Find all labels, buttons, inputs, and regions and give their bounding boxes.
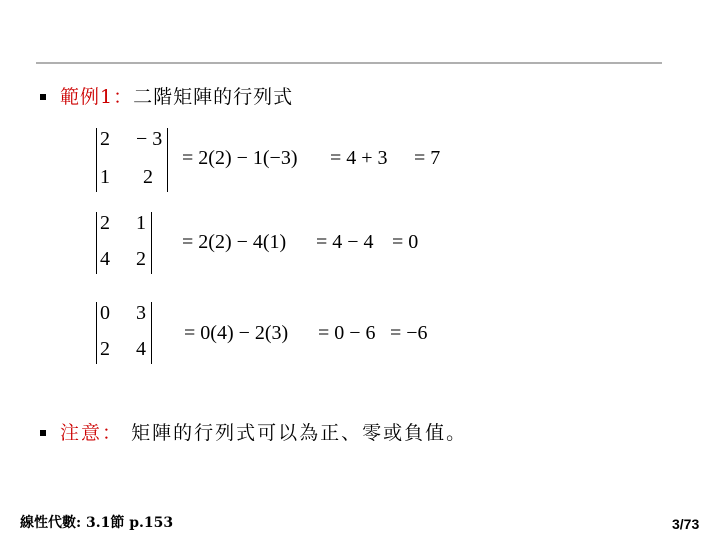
matrix-3-expansion: = 0(4) − 2(3) [184, 322, 289, 344]
matrix-2-expansion: = 2(2) − 4(1) [182, 231, 287, 253]
title-divider [36, 62, 662, 64]
bullet-example [40, 94, 46, 100]
matrix-3-b: 3 [136, 302, 146, 324]
note-text: 矩陣的行列式可以為正、零或負值。 [131, 422, 468, 444]
matrix-1-step: = 4 + 3 [330, 147, 388, 169]
matrix-3-step: = 0 − 6 [318, 322, 376, 344]
matrix-3-a: 0 [100, 302, 110, 324]
matrix-2-a: 2 [100, 212, 110, 234]
footer-source: 線性代數: 3.1節 p.153 [20, 515, 174, 531]
example-label: 範例 [60, 86, 101, 108]
matrix-2-b: 1 [136, 212, 146, 234]
matrix-3-d: 4 [136, 338, 146, 360]
matrix-1-expansion: = 2(2) − 1(−3) [182, 147, 298, 169]
example-colon: ： [113, 86, 134, 108]
matrix-2-step: = 4 − 4 [316, 231, 374, 253]
example-number: 1 [100, 86, 114, 108]
matrix-3-result: = −6 [390, 322, 428, 344]
matrix-1-c: 1 [100, 166, 110, 188]
matrix-1-b: − 3 [136, 128, 163, 150]
matrix-2-c: 4 [100, 248, 110, 270]
matrix-2-result: = 0 [392, 231, 419, 253]
page-number: 3/73 [672, 516, 700, 532]
matrix-1-a: 2 [100, 128, 110, 150]
matrix-3-c: 2 [100, 338, 110, 360]
example-heading [60, 82, 293, 109]
matrix-1-d: 2 [143, 166, 153, 188]
bullet-note [40, 430, 46, 436]
matrix-2-d: 2 [136, 248, 146, 270]
note-label: 注意： [60, 422, 124, 444]
matrix-1-result: = 7 [414, 147, 441, 169]
note-line [60, 418, 467, 445]
example-text: 二階矩陣的行列式 [133, 86, 294, 108]
